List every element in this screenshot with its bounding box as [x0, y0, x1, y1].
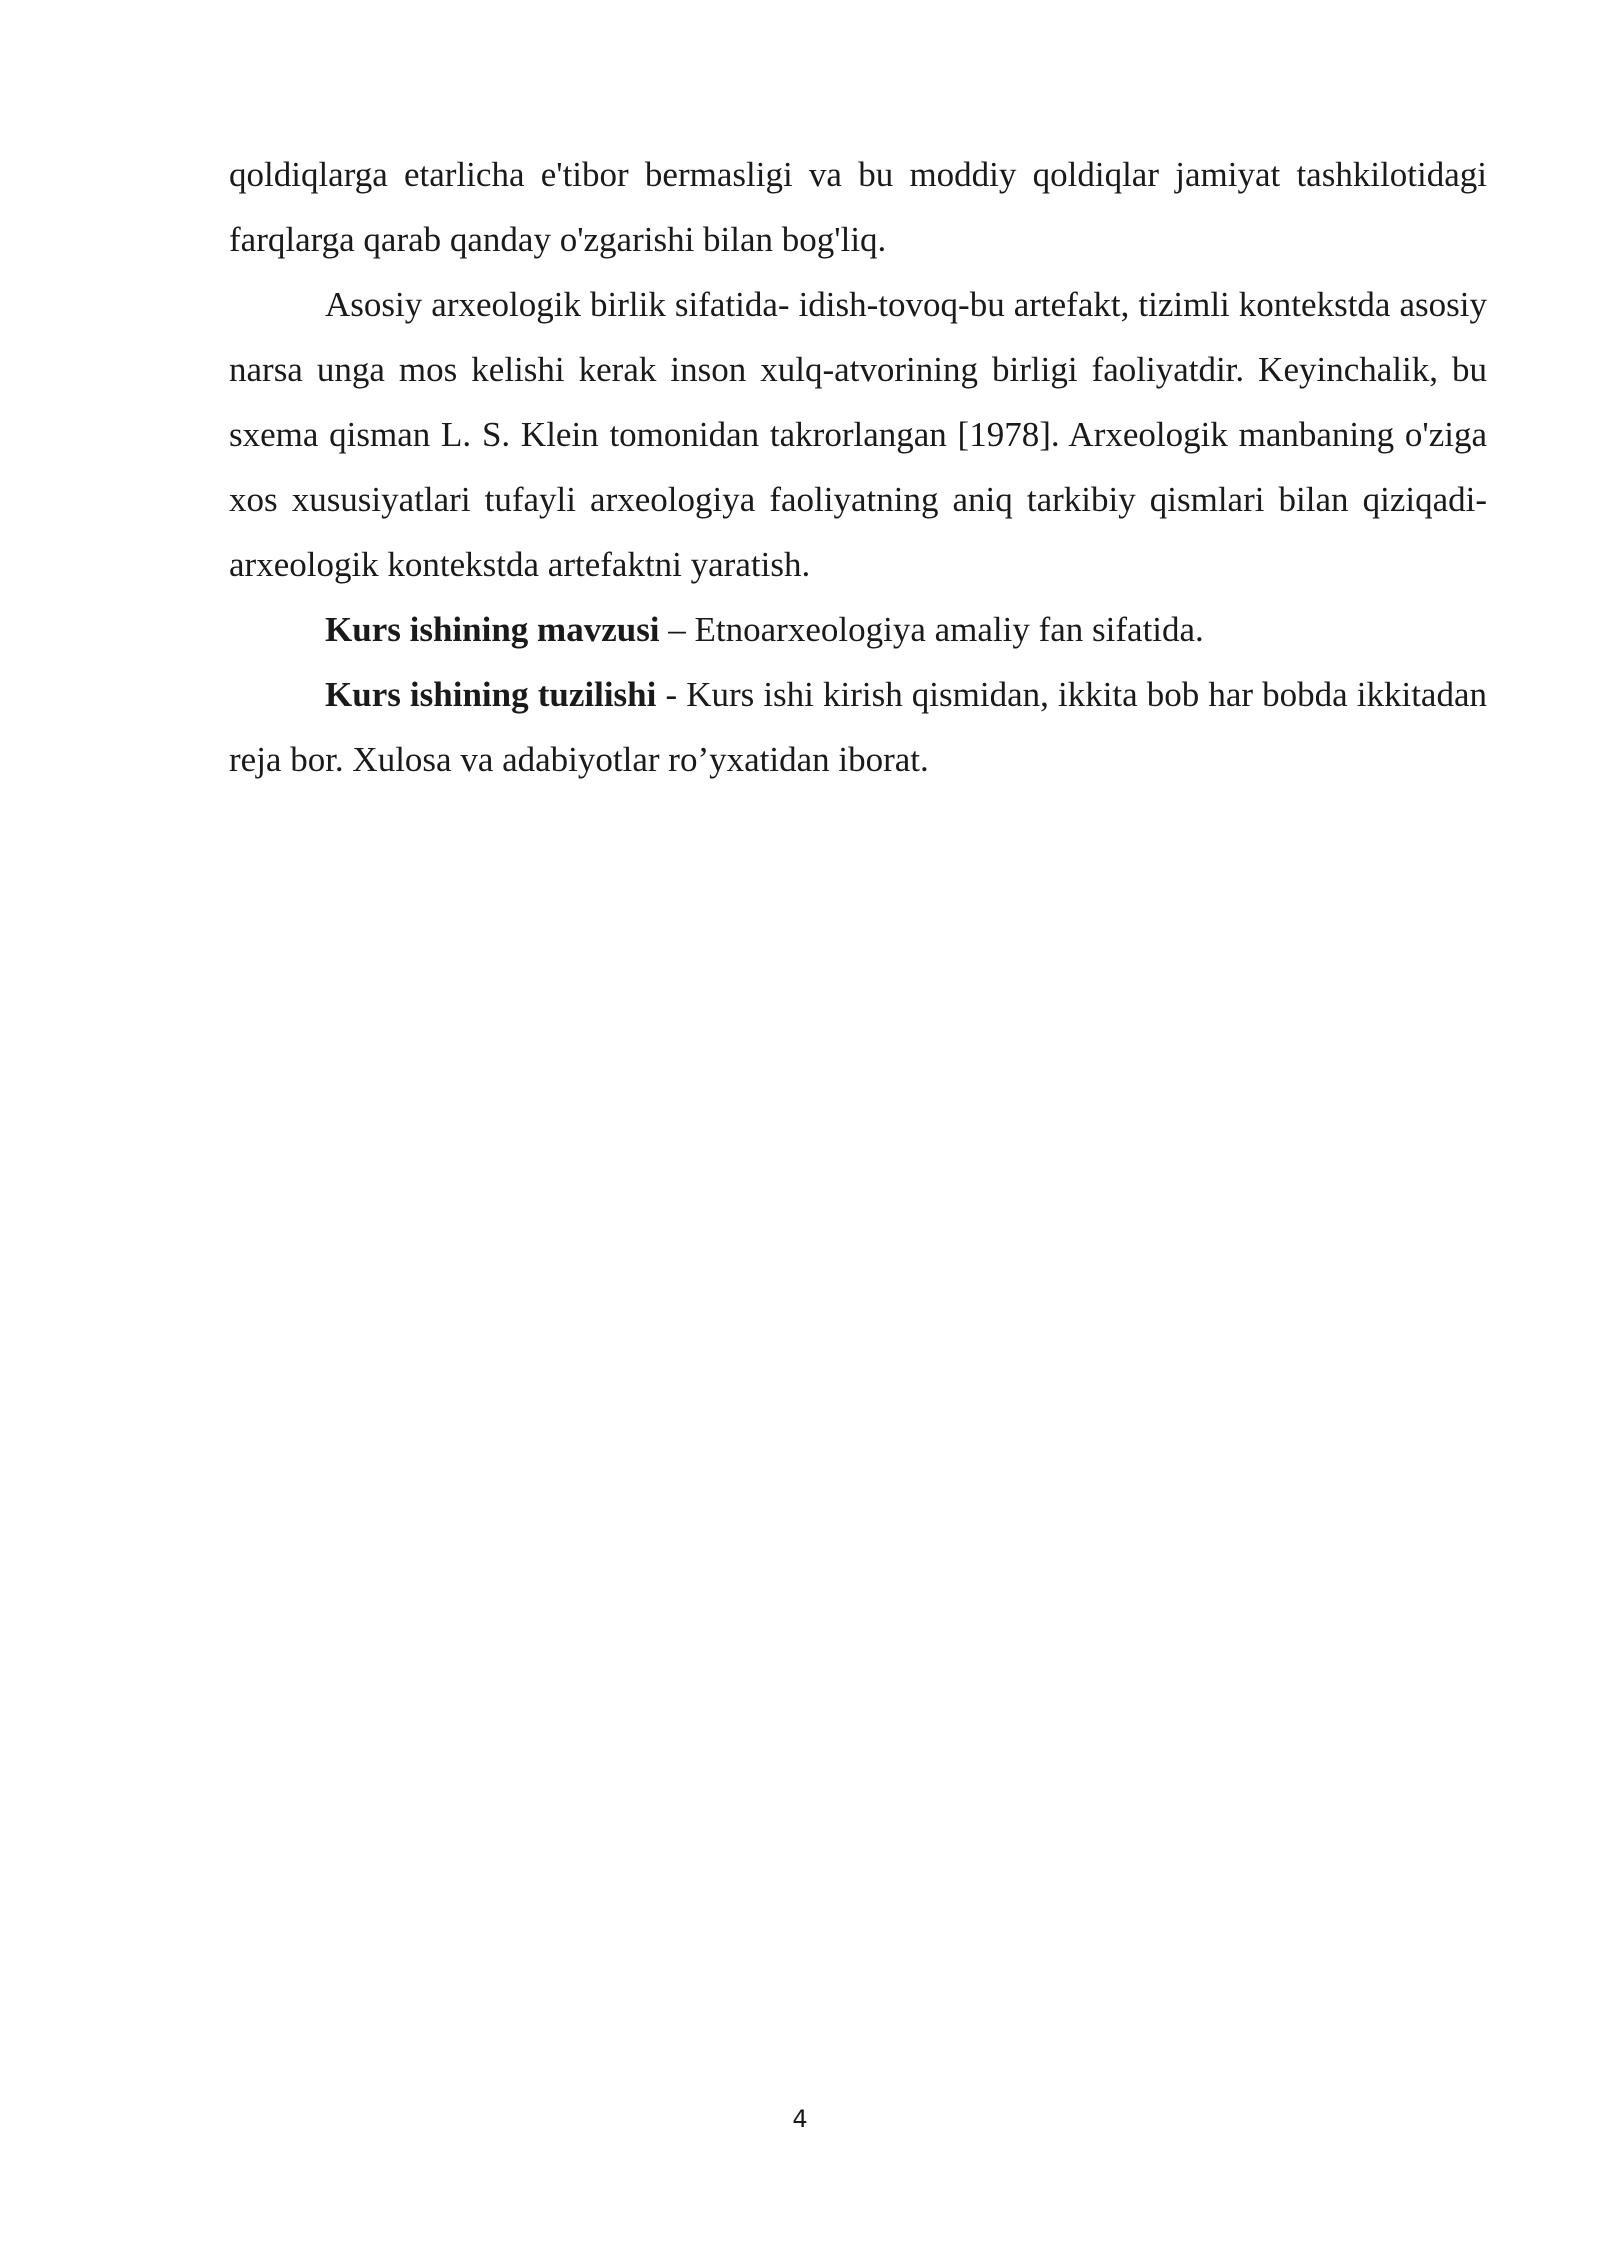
paragraph-course-topic — [229, 597, 1487, 662]
course-topic-label: Kurs ishining mavzusi — [325, 610, 660, 649]
course-structure-label: Kurs ishining tuzilishi — [325, 675, 657, 714]
paragraph-continuation — [229, 142, 1487, 272]
paragraph-text: Asosiy arxeologik birlik sifatida- idish-tovoq-bu artefakt, tizimli kontekstda asosiy narsa unga mos kelishi kerak inson xulq-atvorining birligi faoliyatdir. Keyinchalik, bu sxema qisman L. S. Klein tomonidan takrorlangan [1978]. Arxeologik manbaning o'ziga xos xususiyatlari tufayli arxeologiya faoliyatning aniq tarkibiy qismlari bilan qiziqadi- arxeologik kontekstda artefaktni yaratish. — [229, 285, 1487, 584]
paragraph-course-structure — [229, 662, 1487, 792]
body-text — [229, 142, 1487, 792]
page-number: 4 — [792, 2105, 808, 2133]
paragraph-archaeological-unit — [229, 272, 1487, 597]
course-topic-text: – Etnoarxeologiya amaliy fan sifatida. — [659, 610, 1204, 649]
paragraph-text: qoldiqlarga etarlicha e'tibor bermasligi va bu moddiy qoldiqlar jamiyat tashkilotidagi farqlarga qarab qanday o'zgarishi bilan bog'liq. — [229, 155, 1487, 259]
course-structure-text: - Kurs ishi kirish qismidan, ikkita bob har bobda ikkitadan reja bor. Xulosa va adabiyotlar ro’yxatidan iborat. — [229, 675, 1487, 779]
